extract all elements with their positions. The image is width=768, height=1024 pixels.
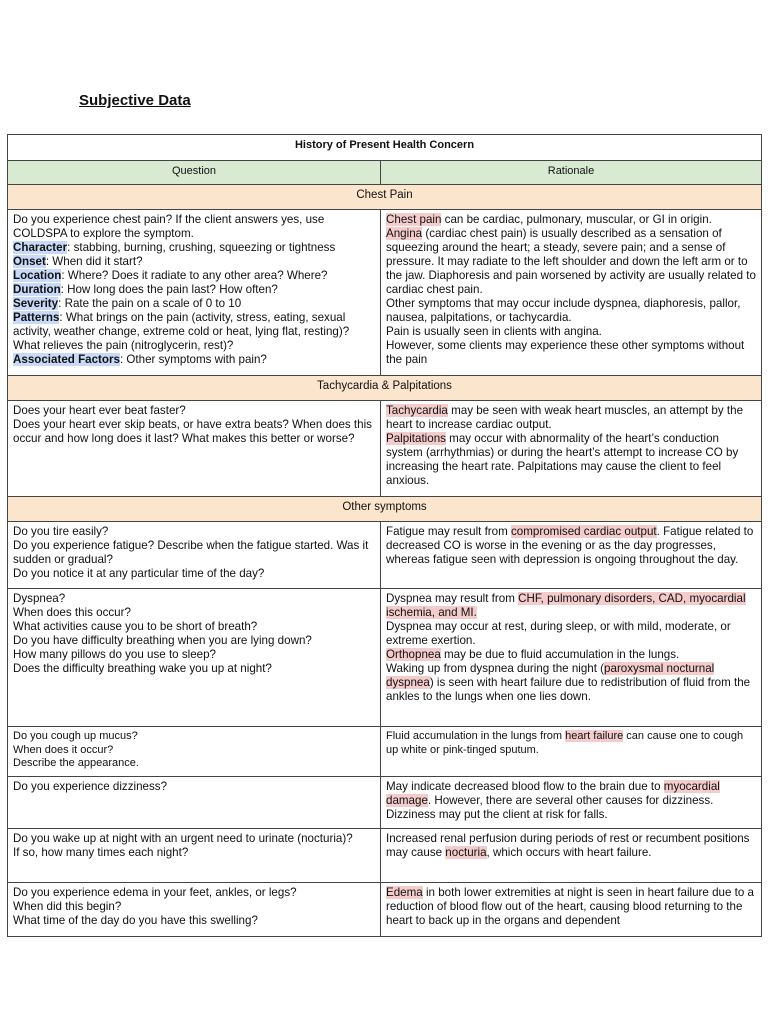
rationale-text: Waking up from dyspnea during the night (	[386, 662, 605, 675]
question-cell	[8, 401, 381, 497]
coldspa-text: : When did it start?	[45, 255, 143, 268]
coldspa-text: : Other symptoms with pain?	[119, 353, 267, 366]
rationale-text: . However, there are several other causes for dizziness. Dizziness may put the client at risk for falls.	[386, 794, 714, 821]
coldspa-text: : stabbing, burning, crushing, squeezing or tightness	[67, 241, 336, 254]
table-row-dyspnea	[8, 589, 762, 727]
coldspa-list	[13, 241, 375, 367]
coldspa-keyword: Associated Factors	[13, 353, 120, 366]
section-header-other-symptoms: Other symptoms	[8, 497, 762, 522]
rationale-para	[386, 404, 756, 432]
highlight: myocardial damage	[386, 780, 720, 807]
rationale-text: Dyspnea may result from	[386, 592, 519, 605]
rationale-para	[386, 432, 756, 488]
rationale-text: may occur with abnormality of the heart’s conduction system (arrhythmias) or during the heart’s attempt to increase CO by increasing the heart rate. Palpitations may cause the client to feel anxious.	[386, 432, 739, 487]
rationale-para	[386, 592, 756, 620]
rationale-text: Increased renal perfusion during periods of rest or recumbent positions may cause	[386, 832, 750, 859]
question-text: Do you wake up at night with an urgent need to urinate (nocturia)? If so, how many times each night?	[13, 832, 353, 859]
question-intro: Do you experience chest pain? If the client answers yes, use COLDSPA to explore the symptom.	[13, 213, 325, 240]
rationale-cell	[381, 522, 762, 589]
coldspa-item	[13, 283, 375, 297]
rationale-text: may be due to fluid accumulation in the lungs.	[440, 648, 680, 661]
table-row-edema	[8, 883, 762, 937]
coldspa-keyword: Severity	[13, 297, 59, 310]
question-text: Do you tire easily? Do you experience fatigue? Describe when the fatigue started. Was it sudden or gradual? Do you notice it at any particular time of the day?	[13, 525, 369, 580]
question-text: Do you cough up mucus? When does it occur? Describe the appearance.	[13, 730, 139, 769]
question-cell	[8, 727, 381, 777]
coldspa-keyword: Patterns	[13, 311, 60, 324]
highlight: CHF, pulmonary disorders, CAD, myocardial ischemia, and MI.	[386, 592, 746, 619]
rationale-para	[386, 213, 756, 227]
table-row-dizziness	[8, 777, 762, 829]
coldspa-text: : What brings on the pain (activity, stress, eating, sexual activity, weather change, extreme cold or heat, lying flat, resting)? What relieves the pain (nitroglycerin, rest)?	[13, 311, 350, 352]
coldspa-item	[13, 241, 375, 255]
question-cell	[8, 829, 381, 883]
highlight: Palpitations	[386, 432, 446, 445]
rationale-para	[386, 525, 756, 567]
rationale-text: (cardiac chest pain) is usually described as a sensation of squeezing around the heart; a steady, severe pain; and a sense of pressure. It may radiate to the left shoulder and down the left arm or to the jaw. Diaphoresis and pain worsened by activity are usually related to cardiac chest pain.	[386, 227, 756, 296]
question-cell	[8, 589, 381, 727]
question-cell	[8, 883, 381, 937]
rationale-para	[386, 648, 756, 662]
rationale-para	[386, 662, 756, 704]
rationale-para: Pain is usually seen in clients with angina.	[386, 325, 602, 338]
rationale-para: Other symptoms that may occur include dyspnea, diaphoresis, pallor, nausea, palpitations, or tachycardia.	[386, 297, 741, 324]
rationale-cell	[381, 210, 762, 376]
question-cell	[8, 777, 381, 829]
coldspa-item	[13, 255, 375, 269]
rationale-para: Dyspnea may occur at rest, during sleep, or with mild, moderate, or extreme exertion.	[386, 620, 731, 647]
coldspa-keyword: Duration	[13, 283, 61, 296]
highlight: Edema	[386, 886, 423, 899]
coldspa-keyword: Onset	[13, 255, 46, 268]
question-text: Does your heart ever beat faster? Does your heart ever skip beats, or have extra beats? When does this occur and how long does it last? What makes this better or worse?	[13, 404, 372, 445]
coldspa-text: : How long does the pain last? How often?	[60, 283, 278, 296]
rationale-text: Fatigue may result from	[386, 525, 511, 538]
rationale-cell	[381, 589, 762, 727]
coldspa-item	[13, 311, 375, 353]
rationale-cell	[381, 883, 762, 937]
question-text: Dyspnea? When does this occur? What activities cause you to be short of breath? Do you have difficulty breathing when you are lying down? How many pillows do you use to sleep? Does the difficulty breathing wake you up at night?	[13, 592, 312, 675]
highlight: Orthopnea	[386, 648, 441, 661]
table-row-cough	[8, 727, 762, 777]
highlight: Angina	[386, 227, 423, 240]
rationale-text: Fluid accumulation in the lungs from	[386, 730, 566, 742]
highlight: Chest pain	[386, 213, 442, 226]
coldspa-text: : Rate the pain on a scale of 0 to 10	[58, 297, 242, 310]
highlight: Tachycardia	[386, 404, 448, 417]
highlight: compromised cardiac output	[511, 525, 657, 538]
rationale-cell	[381, 829, 762, 883]
coldspa-item	[13, 353, 375, 367]
table-row-fatigue	[8, 522, 762, 589]
highlight: heart failure	[565, 730, 624, 742]
question-cell	[8, 522, 381, 589]
rationale-text: ) is seen with heart failure due to redistribution of fluid from the ankles to the lungs when one lies down.	[386, 676, 751, 703]
rationale-text: can cause one to cough up white or pink-tinged sputum.	[386, 730, 744, 756]
coldspa-keyword: Location	[13, 269, 62, 282]
rationale-para: However, some clients may experience these other symptoms without the pain	[386, 339, 745, 366]
coldspa-item	[13, 269, 375, 283]
rationale-text: may be seen with weak heart muscles, an attempt by the heart to increase cardiac output.	[386, 404, 744, 431]
document-title: Subjective Data	[79, 92, 191, 109]
question-text: Do you experience edema in your feet, ankles, or legs? When did this begin? What time of the day do you have this swelling?	[13, 886, 297, 927]
column-header-question: Question	[8, 161, 381, 185]
question-cell	[8, 210, 381, 376]
section-header-tachycardia: Tachycardia & Palpitations	[8, 376, 762, 401]
coldspa-text: : Where? Does it radiate to any other area? Where?	[61, 269, 328, 282]
rationale-para	[386, 886, 756, 928]
rationale-text: May indicate decreased blood flow to the brain due to	[386, 780, 664, 793]
highlight: nocturia	[445, 846, 487, 859]
section-header-chest-pain: Chest Pain	[8, 185, 762, 210]
rationale-para	[386, 780, 756, 822]
rationale-text: can be cardiac, pulmonary, muscular, or GI in origin.	[441, 213, 712, 226]
highlight: paroxysmal nocturnal dyspnea	[386, 662, 715, 689]
table-row-chest-pain	[8, 210, 762, 376]
table-row-nocturia	[8, 829, 762, 883]
coldspa-item	[13, 297, 375, 311]
rationale-cell	[381, 727, 762, 777]
coldspa-keyword: Character	[13, 241, 68, 254]
rationale-text: in both lower extremities at night is seen in heart failure due to a reduction of blood flow out of the heart, causing blood returning to the heart to back up in the organs and dependent	[386, 886, 754, 927]
rationale-cell	[381, 777, 762, 829]
rationale-text: . Fatigue related to decreased CO is worse in the evening or as the day progresses, whereas fatigue seen with depression is ongoing throughout the day.	[386, 525, 754, 566]
rationale-para	[386, 227, 756, 297]
table-row-tachycardia	[8, 401, 762, 497]
question-text: Do you experience dizziness?	[13, 780, 168, 793]
rationale-cell	[381, 401, 762, 497]
health-history-table	[7, 134, 762, 937]
rationale-para	[386, 730, 756, 757]
rationale-para	[386, 832, 756, 860]
rationale-text: , which occurs with heart failure.	[486, 846, 652, 859]
table-title: History of Present Health Concern	[8, 135, 762, 161]
column-header-rationale: Rationale	[381, 161, 762, 185]
